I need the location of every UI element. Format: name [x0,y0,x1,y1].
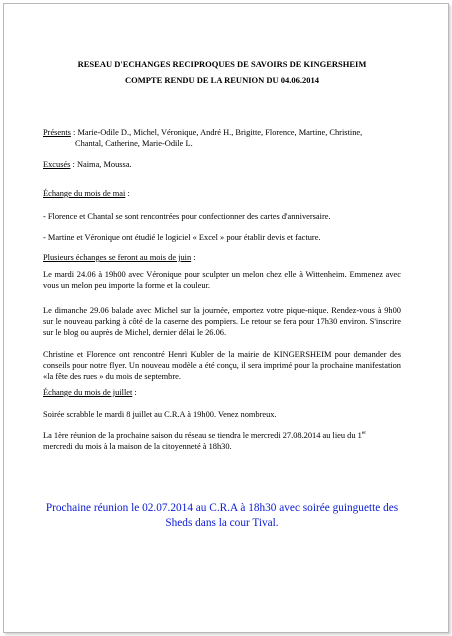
july-heading: Échange du mois de juillet : [43,388,137,397]
present-names-line2: Chantal, Catherine, Marie-Odile L. [75,139,193,148]
july-paragraph-1: Soirée scrabble le mardi 8 juillet au C.R.A à 19h00. Venez nombreux. [43,410,277,419]
excused-list: Excusés : Naima, Moussa. [43,160,132,169]
document-title: RESEAU D'ECHANGES RECIPROQUES DE SAVOIRS DE KINGERSHEIM [77,59,367,69]
june-heading: Plusieurs échanges se feront au mois de juin : [43,253,196,262]
present-list: Présents : Marie-Odile D., Michel, Véronique, André H., Brigitte, Florence, Martine, Christine, Chantal, Catherine, Marie-Odile L. [43,127,401,149]
present-label: Présents [43,128,71,137]
present-names-line1: Marie-Odile D., Michel, Véronique, André H., Brigitte, Florence, Martine, Christine, [77,128,363,137]
may-heading: Échange du mois de mai : [43,189,130,198]
july-paragraph-2: La 1ère réunion de la prochaine saison du réseau se tiendra le mercredi 27.08.2014 au lieu du 1er mercredi du mois à la maison de la citoyenneté à 18h30. [43,430,367,451]
june-paragraph-2: Le dimanche 29.06 balade avec Michel sur la journée, emportez votre pique-nique. Rendez-vous à 9h00 sur le nouveau parking à côté de la caserne des pompiers. Le retour se fera pour 17h30 environ. S'inscrire sur le blog ou auprès de Michel, dernier délai le 26.06. [43,306,401,337]
next-meeting-announcement: Prochaine réunion le 02.07.2014 au C.R.A à 18h30 avec soirée guinguette des Sheds dans la cour Tival. [45,502,399,529]
document-subtitle: COMPTE RENDU DE LA REUNION DU 04.06.2014 [124,75,320,85]
excused-label: Excusés [43,160,71,169]
june-paragraph-1: Le mardi 24.06 à 19h00 avec Véronique pour sculpter un melon chez elle à Wittenheim. Emmenez avec vous un melon peu importe la forme et la couleur. [43,270,401,290]
excused-names: Naima, Moussa. [76,160,132,169]
may-item-1: - Florence et Chantal se sont rencontrées pour confectionner des cartes d'anniversaire. [43,212,331,221]
document-page [3,3,449,633]
may-item-2: - Martine et Véronique ont étudié le logiciel « Excel » pour établir devis et facture. [43,233,321,242]
june-paragraph-3: Christine et Florence ont rencontré Henri Kubler de la mairie de KINGERSHEIM pour demander des conseils pour notre flyer. Un nouveau modèle a été conçu, il sera imprimé pour la prochaine manifestation «la fête des rues » du mois de septembre. [43,350,401,381]
